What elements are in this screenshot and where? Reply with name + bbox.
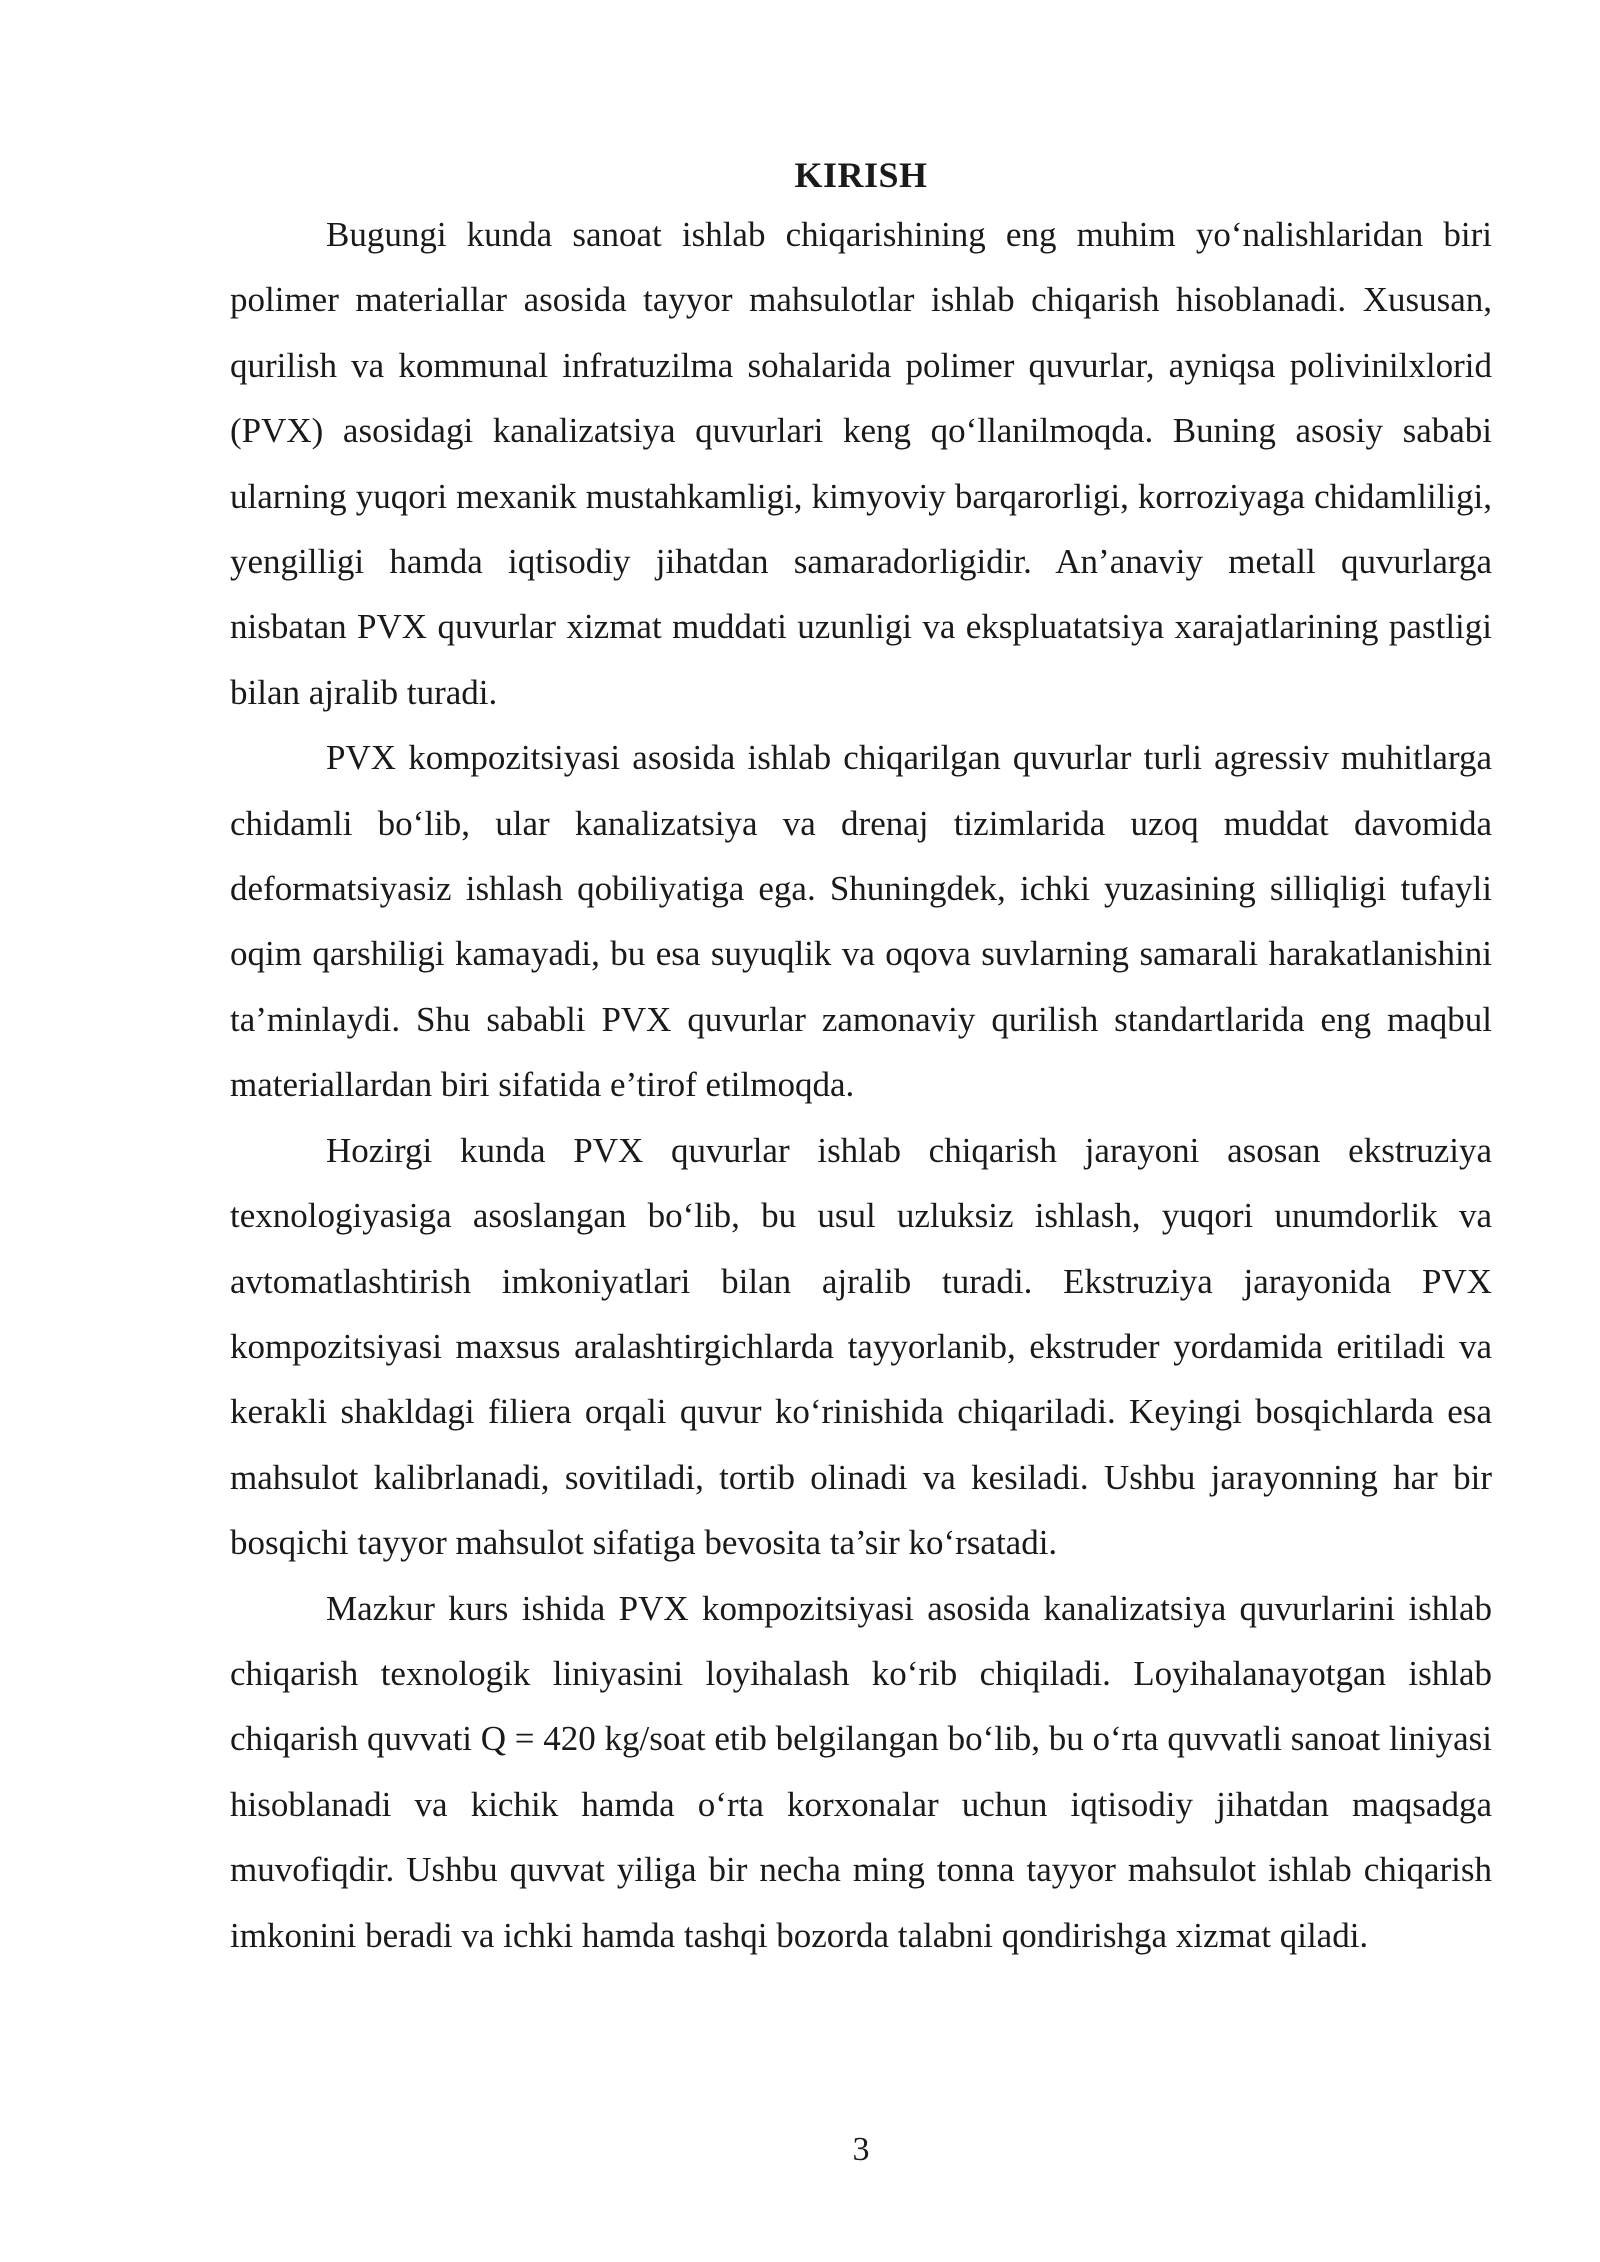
section-heading: KIRISH xyxy=(794,155,928,195)
page-number: 3 xyxy=(852,2131,870,2168)
paragraph-3: Hozirgi kunda PVX quvurlar ishlab chiqarish jarayoni asosan ekstruziya texnologiyasiga asoslangan bo‘lib, bu usul uzluksiz ishlash, yuqori unumdorlik va avtomatlashtirish imkoniyatlari bilan ajralib turadi. Ekstruziya jarayonida PVX kompozitsiyasi maxsus aralashtirgichlarda tayyorlanib, ekstruder yordamida eritiladi va kerakli shakldagi filiera orqali quvur ko‘rinishida chiqariladi. Keyingi bosqichlarda esa mahsulot kalibrlanadi, sovitiladi, tortib olinadi va kesiladi. Ushbu jarayonning har bir bosqichi tayyor mahsulot sifatiga bevosita ta’sir ko‘rsatadi. xyxy=(230,1130,1492,1563)
paragraph-2: PVX kompozitsiyasi asosida ishlab chiqarilgan quvurlar turli agressiv muhitlarga chidamli bo‘lib, ular kanalizatsiya va drenaj tizimlarida uzoq muddat davomida deformatsiyasiz ishlash qobiliyatiga ega. Shuningdek, ichki yuzasining silliqligi tufayli oqim qarshiligi kamayadi, bu esa suyuqlik va oqova suvlarning samarali harakatlanishini ta’minlaydi. Shu sababli PVX quvurlar zamonaviy qurilish standartlarida eng maqbul materiallardan biri sifatida e’tirof etilmoqda. xyxy=(230,738,1492,1105)
document-page xyxy=(230,148,1492,1968)
paragraph-4: Mazkur kurs ishida PVX kompozitsiyasi asosida kanalizatsiya quvurlarini ishlab chiqarish texnologik liniyasini loyihalash ko‘rib chiqiladi. Loyihalanayotgan ishlab chiqarish quvvati Q = 420 kg/soat etib belgilangan bo‘lib, bu o‘rta quvvatli sanoat liniyasi hisoblanadi va kichik hamda o‘rta korxonalar uchun iqtisodiy jihatdan maqsadga muvofiqdir. Ushbu quvvat yiliga bir necha ming tonna tayyor mahsulot ishlab chiqarish imkonini beradi va ichki hamda tashqi bozorda talabni qondirishga xizmat qiladi. xyxy=(230,1588,1492,1955)
paragraph-1: Bugungi kunda sanoat ishlab chiqarishining eng muhim yo‘nalishlaridan biri polimer materiallar asosida tayyor mahsulotlar ishlab chiqarish hisoblanadi. Xususan, qurilish va kommunal infratuzilma sohalarida polimer quvurlar, ayniqsa polivinilxlorid (PVX) asosidagi kanalizatsiya quvurlari keng qo‘llanilmoqda. Buning asosiy sababi ularning yuqori mexanik mustahkamligi, kimyoviy barqarorligi, korroziyaga chidamliligi, yengilligi hamda iqtisodiy jihatdan samaradorligidir. An’anaviy metall quvurlarga nisbatan PVX quvurlar xizmat muddati uzunligi va ekspluatatsiya xarajatlarining pastligi bilan ajralib turadi. xyxy=(230,215,1492,712)
